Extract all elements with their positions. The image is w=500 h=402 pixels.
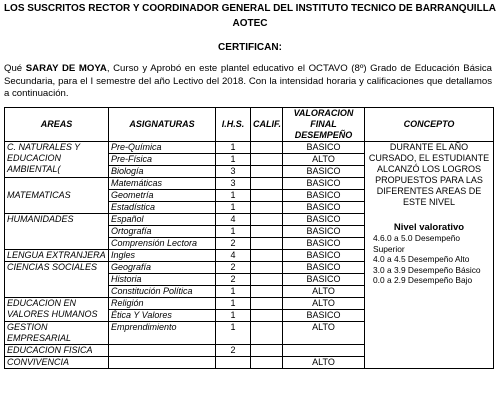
valoracion-cell: BASICO	[283, 142, 365, 154]
subject-cell: Ingles	[109, 250, 216, 262]
calif-cell	[251, 154, 283, 166]
valoracion-cell: BASICO	[283, 178, 365, 190]
subject-cell: Matemáticas	[109, 178, 216, 190]
valoracion-cell: ALTO	[283, 154, 365, 166]
valoracion-cell	[283, 345, 365, 357]
calif-cell	[251, 250, 283, 262]
certify-title: CERTIFICAN:	[218, 42, 282, 53]
intro-text: , Curso y Aprobó en este plantel educativo el OCTAVO (8º) Grado de Educación Básica Secundaria, para el I semestre del año Lectivo del 2018. Con la intensidad horaria y calificaciones que detallamos a continuación.	[4, 63, 492, 100]
subject-cell: Historia	[109, 274, 216, 286]
ihs-cell: 2	[216, 274, 251, 286]
ihs-cell: 1	[216, 190, 251, 202]
area-cell: MATEMATICAS	[5, 178, 109, 214]
subject-cell: Biología	[109, 166, 216, 178]
calif-cell	[251, 322, 283, 345]
subject-cell: Pre-Química	[109, 142, 216, 154]
subject-cell: Ética Y Valores	[109, 310, 216, 322]
valoracion-cell: BASICO	[283, 226, 365, 238]
calif-cell	[251, 226, 283, 238]
ihs-cell: 1	[216, 322, 251, 345]
subject-cell: Pre-Física	[109, 154, 216, 166]
subject-cell: Geografía	[109, 262, 216, 274]
calif-cell	[251, 345, 283, 357]
header-asignaturas: ASIGNATURAS	[109, 108, 216, 142]
subject-cell: Español	[109, 214, 216, 226]
area-cell: EDUCACION FISICA	[5, 345, 109, 357]
ihs-cell: 2	[216, 238, 251, 250]
scale-basico: 3.0 a 3.9 Desempeño Básico	[373, 264, 481, 275]
intro-prefix: Qué	[4, 63, 26, 74]
scale-bajo: 0.0 a 2.9 Desempeño Bajo	[373, 275, 473, 285]
valoracion-cell: BASICO	[283, 262, 365, 274]
header-concepto: CONCEPTO	[365, 108, 494, 142]
ihs-cell: 4	[216, 250, 251, 262]
area-cell: GESTION EMPRESARIAL	[5, 322, 109, 345]
area-cell: EDUCACION EN VALORES HUMANOS	[5, 298, 109, 322]
ihs-cell: 1	[216, 226, 251, 238]
ihs-cell: 3	[216, 166, 251, 178]
subject-cell: Religión	[109, 298, 216, 310]
calif-cell	[251, 274, 283, 286]
valoracion-cell: BASICO	[283, 214, 365, 226]
concept-cell	[365, 142, 494, 369]
table-row	[5, 142, 494, 154]
header-valoracion: VALORACION FINAL DESEMPEÑO	[283, 108, 365, 142]
area-cell: C. NATURALES Y EDUCACION AMBIENTAL(	[5, 142, 109, 178]
subject-cell	[109, 357, 216, 369]
calif-cell	[251, 298, 283, 310]
header-ihs: I.H.S.	[216, 108, 251, 142]
valoracion-cell: ALTO	[283, 286, 365, 298]
ihs-cell	[216, 357, 251, 369]
calif-cell	[251, 166, 283, 178]
certificate-heading: LOS SUSCRITOS RECTOR Y COORDINADOR GENERAL DEL INSTITUTO TECNICO DE BARRANQUILLA	[3, 3, 497, 14]
valoracion-cell: BASICO	[283, 274, 365, 286]
scale-title: Nivel valorativo	[393, 222, 465, 233]
calif-cell	[251, 357, 283, 369]
grades-table	[4, 107, 494, 369]
subject-cell: Estadística	[109, 202, 216, 214]
institution-acronym: AOTEC	[232, 18, 268, 29]
concept-text: DURANTE EL AÑO CURSADO, EL ESTUDIANTE ALCANZÓ LOS LOGROS PROPUESTOS PARA LAS DIFERENTES AREAS DE ESTE NIVEL	[368, 142, 490, 207]
intro-paragraph	[4, 63, 492, 101]
subject-cell: Geometría	[109, 190, 216, 202]
ihs-cell: 1	[216, 202, 251, 214]
student-name: SARAY DE MOYA	[25, 63, 107, 74]
subject-cell: Comprensión Lectora	[109, 238, 216, 250]
area-cell: CIENCIAS SOCIALES	[5, 262, 109, 298]
calif-cell	[251, 178, 283, 190]
header-areas: AREAS	[5, 108, 109, 142]
calif-cell	[251, 286, 283, 298]
subject-cell: Ortografía	[109, 226, 216, 238]
table-header-row	[5, 108, 494, 142]
valoracion-cell: ALTO	[283, 298, 365, 310]
calif-cell	[251, 214, 283, 226]
subject-cell: Emprendimiento	[109, 322, 216, 345]
calif-cell	[251, 142, 283, 154]
calif-cell	[251, 202, 283, 214]
ihs-cell: 2	[216, 262, 251, 274]
calif-cell	[251, 238, 283, 250]
scale-superior: 4.6.0 a 5.0 Desempeño Superior	[373, 233, 461, 254]
valoracion-cell: BASICO	[283, 202, 365, 214]
ihs-cell: 4	[216, 214, 251, 226]
ihs-cell: 1	[216, 142, 251, 154]
valoracion-cell: ALTO	[283, 357, 365, 369]
valoracion-cell: BASICO	[283, 166, 365, 178]
valoracion-cell: BASICO	[283, 190, 365, 202]
ihs-cell: 1	[216, 310, 251, 322]
scale-alto: 4.0 a 4.5 Desempeño Alto	[373, 254, 470, 264]
valoracion-cell: BASICO	[283, 238, 365, 250]
area-cell: HUMANIDADES	[5, 214, 109, 250]
calif-cell	[251, 262, 283, 274]
calif-cell	[251, 310, 283, 322]
ihs-cell: 1	[216, 298, 251, 310]
ihs-cell: 1	[216, 286, 251, 298]
subject-cell	[109, 345, 216, 357]
calif-cell	[251, 190, 283, 202]
area-cell: CONVIVENCIA	[5, 357, 109, 369]
ihs-cell: 3	[216, 178, 251, 190]
valoracion-cell: BASICO	[283, 310, 365, 322]
ihs-cell: 2	[216, 345, 251, 357]
ihs-cell: 1	[216, 154, 251, 166]
valoracion-cell: BASICO	[283, 250, 365, 262]
subject-cell: Constitución Política	[109, 286, 216, 298]
area-cell: LENGUA EXTRANJERA	[5, 250, 109, 262]
header-calif: CALIF.	[251, 108, 283, 142]
valoracion-cell: ALTO	[283, 322, 365, 345]
